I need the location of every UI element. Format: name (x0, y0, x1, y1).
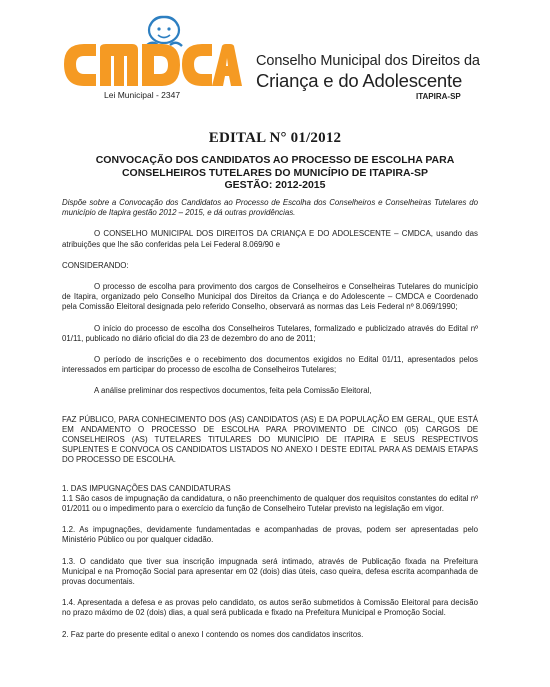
convocacao-heading (40, 154, 510, 192)
section-item: 1.2. As impugnações, devidamente fundamentadas e acompanhadas de provas, podem ser apresentadas pelo Ministério Público ou por qualquer cidadão. (62, 525, 478, 545)
convocacao-line2: CONSELHEIROS TUTELARES DO MUNICÍPIO DE ITAPIRA-SP (121, 166, 429, 179)
child-mascot-icon (146, 17, 182, 46)
cmdca-logo-graphic (62, 14, 242, 92)
cmdca-logo (62, 14, 242, 92)
city-label: ITAPIRA-SP (416, 92, 461, 101)
section-title: 1. DAS IMPUGNAÇÕES DAS CANDIDATURAS (62, 483, 231, 493)
cmdca-letters (64, 44, 242, 86)
considerando-item: O processo de escolha para provimento dos cargos de Conselheiros e Conselheiras Tutelares do município de Itapira, organizado pelo Conselho Municipal dos Direitos da Criança e do Adolescente – CMDCA e Coordenado pela Comissão Eleitoral designada pelo referido Conselho, observará as normas das Leis Federal nº 8.069/1990; (62, 282, 478, 312)
considerando-item: O período de inscrições e o recebimento dos documentos exigidos no Edital 01/11, apresentados pelos interessados em participar do processo de escolha de Conselheiros Tutelares; (62, 355, 478, 375)
ementa: Dispõe sobre a Convocação dos Candidatos ao Processo de Escolha dos Conselheiros e Conselheiras Tutelares do município de Itapira gestão 2012 – 2015, e dá outras providências. (62, 198, 478, 218)
org-name (256, 52, 480, 91)
section-item: 1.1 São casos de impugnação da candidatura, o não preenchimento de qualquer dos requisitos constantes do edital nº 01/2011 ou o impedimento para o exercício da função de Conselheiro Tutelar previsto na legislação em vigor. (62, 493, 478, 514)
org-name-line1: Conselho Municipal dos Direitos da (256, 53, 480, 69)
preambulo: O CONSELHO MUNICIPAL DOS DIREITOS DA CRIANÇA E DO ADOLESCENTE – CMDCA, usando das atribuições que lhe são conferidas pela Lei Federal 8.069/90 e (62, 229, 478, 249)
section-item: 2. Faz parte do presente edital o anexo I contendo os nomes dos candidatos inscritos. (62, 629, 364, 639)
convocacao-line3: GESTÃO: 2012-2015 (224, 179, 326, 191)
faz-publico: FAZ PÚBLICO, PARA CONHECIMENTO DOS (AS) CANDIDATOS (AS) E DA POPULAÇÃO EM GERAL, QUE ESTÁ EM ANDAMENTO O PROCESSO DE ESCOLHA PARA PROVIMENTO DE CINCO (05) CARGOS DE CONSELHEIROS (AS) TUTELARES TITULARES DO MUNICÍPIO DE ITAPIRA E SEUS RESPECTIVOS SUPLENTES E CONVOCA OS CANDIDATOS LISTADOS NO ANEXO I DESTE EDITAL PARA AS DEMAIS ETAPAS DO PROCESSO DE ESCOLHA. (62, 414, 478, 465)
section-item: 1.4. Apresentada a defesa e as provas pelo candidato, os autos serão submetidos à Comissão Eleitoral para decisão no prazo máximo de 02 (dois) dias, a qual será publicada e fixado na Prefeitura Municipal e Promoção Social. (62, 598, 478, 618)
lei-municipal: Lei Municipal - 2347 (104, 90, 181, 100)
org-name-line2: Criança e do Adolescente (256, 70, 463, 91)
edital-title: EDITAL N° 01/2012 (208, 130, 342, 146)
convocacao-line1: CONVOCAÇÃO DOS CANDIDATOS AO PROCESSO DE ESCOLHA PARA (95, 154, 455, 166)
document-body (62, 198, 478, 640)
considerando-item: O início do processo de escolha dos Conselheiros Tutelares, formalizado e publicizado através do Edital nº 01/11, publicado no diário oficial do dia 23 de dezembro do ano de 2011; (62, 323, 478, 343)
section-item: 1.3. O candidato que tiver sua inscrição impugnada será intimado, através de Publicação fixada na Prefeitura Municipal e na Promoção Social para apresentar em 02 (dois) dias úteis, caso queira, defesa escrita acompanhada de provas documentais. (62, 556, 478, 587)
considerando-label: CONSIDERANDO: (62, 260, 129, 270)
considerando-item: A análise preliminar dos respectivos documentos, feita pela Comissão Eleitoral, (94, 386, 372, 396)
